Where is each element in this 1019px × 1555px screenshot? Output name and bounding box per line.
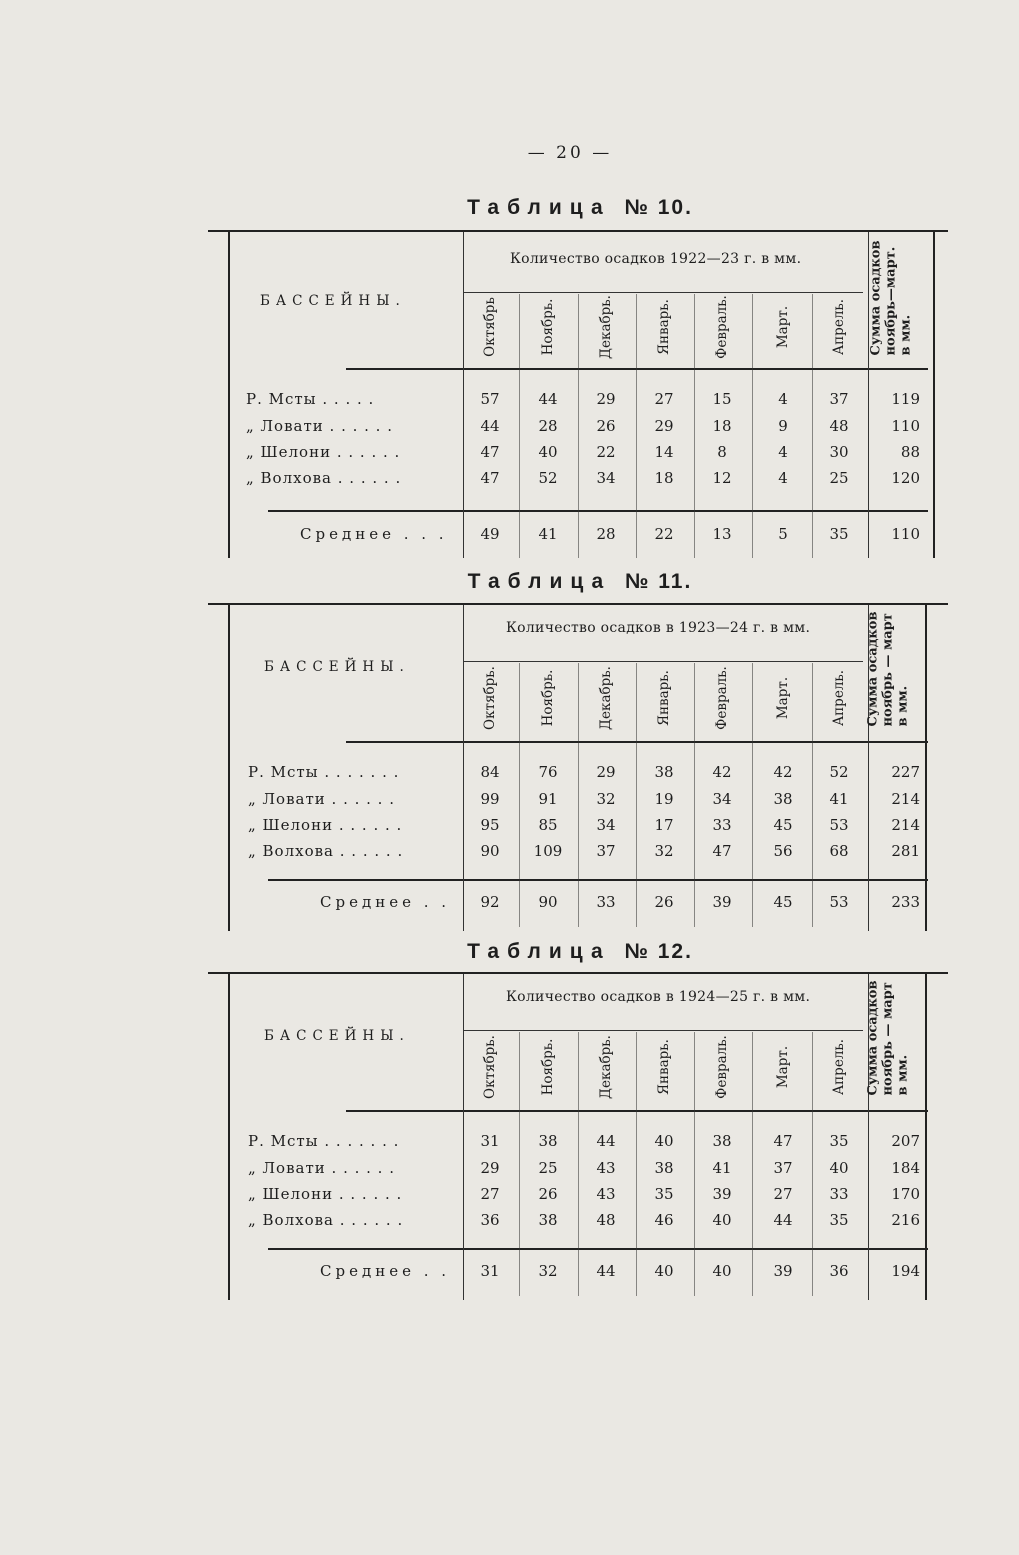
table-cell: 30 [829, 443, 849, 461]
table-cell: 34 [596, 816, 616, 834]
sum-header-line: в мм. [895, 685, 911, 727]
quantity-header: Количество осадков в 1924—25 г. в мм. [506, 989, 811, 1005]
table-cell: 42 [773, 763, 793, 781]
average-cell: 22 [654, 525, 674, 543]
average-cell: 5 [778, 525, 788, 543]
basin-row-label: „ Шелони . . . . . . [248, 1185, 403, 1203]
header-bottom-rule [346, 741, 928, 743]
table-cell: 12 [712, 469, 732, 487]
sum-cell: 214 [891, 790, 920, 808]
month-header: Апрель. [831, 1038, 847, 1096]
table-cell: 40 [829, 1159, 849, 1177]
basin-row-label: „ Волхова . . . . . . [248, 1211, 404, 1229]
average-cell: 90 [538, 893, 558, 911]
average-cell: 33 [596, 893, 616, 911]
average-cell: 40 [712, 1262, 732, 1280]
month-header: Январь. [656, 670, 672, 726]
header-mid-rule [463, 661, 863, 662]
table-cell: 15 [712, 390, 732, 408]
sum-header-line: Сумма осадков [868, 240, 884, 356]
sum-cell: 110 [891, 417, 920, 435]
table-11-title: Таблица № 11. [467, 570, 693, 593]
table-cell: 38 [773, 790, 793, 808]
table-cell: 27 [654, 390, 674, 408]
table-cell: 38 [538, 1211, 558, 1229]
month-header: Март. [775, 676, 791, 720]
basin-header: БАССЕЙНЫ. [264, 659, 410, 675]
table-cell: 4 [778, 469, 788, 487]
table-cell: 33 [712, 816, 732, 834]
average-row-label: Среднее . . [320, 893, 451, 911]
month-header: Октябрь. [482, 666, 498, 730]
month-header: Март. [775, 1045, 791, 1089]
table-cell: 35 [654, 1185, 674, 1203]
table-cell: 37 [596, 842, 616, 860]
average-row-label: Среднее . . . [300, 525, 448, 543]
table-cell: 25 [538, 1159, 558, 1177]
precipitation-table-11 [208, 603, 948, 933]
table-cell: 43 [596, 1185, 616, 1203]
table-cell: 44 [596, 1132, 616, 1150]
basin-row-label: „ Волхова . . . . . . [246, 469, 402, 487]
average-row-label: Среднее . . [320, 1262, 451, 1280]
average-cell: 39 [712, 893, 732, 911]
table-cell: 52 [538, 469, 558, 487]
table-cell: 44 [773, 1211, 793, 1229]
basin-row-label: „ Ловати . . . . . . [248, 1159, 395, 1177]
precipitation-table-12 [208, 972, 948, 1304]
month-col-line [752, 294, 753, 558]
table-cell: 40 [654, 1132, 674, 1150]
table-cell: 35 [829, 1211, 849, 1229]
table-cell: 29 [596, 763, 616, 781]
table-12-title: Таблица № 12. [467, 940, 693, 963]
table-cell: 17 [654, 816, 674, 834]
table-cell: 39 [712, 1185, 732, 1203]
left-border [228, 232, 230, 558]
table-cell: 85 [538, 816, 558, 834]
table-cell: 52 [829, 763, 849, 781]
average-cell: 40 [654, 1262, 674, 1280]
table-cell: 38 [538, 1132, 558, 1150]
table-cell: 29 [596, 390, 616, 408]
average-cell: 36 [829, 1262, 849, 1280]
sum-header-line: ноябрь — март [880, 982, 896, 1096]
table-cell: 22 [596, 443, 616, 461]
average-sum-cell: 110 [891, 525, 920, 543]
average-cell: 28 [596, 525, 616, 543]
table-cell: 38 [712, 1132, 732, 1150]
table-cell: 43 [596, 1159, 616, 1177]
basin-row-label: „ Волхова . . . . . . [248, 842, 404, 860]
table-cell: 42 [712, 763, 732, 781]
table-cell: 41 [829, 790, 849, 808]
average-cell: 53 [829, 893, 849, 911]
table-cell: 68 [829, 842, 849, 860]
average-cell: 44 [596, 1262, 616, 1280]
sum-header-line: ноябрь — март [880, 613, 896, 727]
basin-row-label: „ Ловати . . . . . . [246, 417, 393, 435]
table-cell: 25 [829, 469, 849, 487]
month-col-line [752, 1032, 753, 1296]
table-cell: 44 [538, 390, 558, 408]
sum-cell: 216 [891, 1211, 920, 1229]
average-rule [268, 1248, 928, 1250]
month-col-line [752, 663, 753, 927]
sum-header-line: Сумма осадков [865, 980, 881, 1096]
average-rule [268, 510, 928, 512]
table-cell: 18 [712, 417, 732, 435]
table-cell: 27 [773, 1185, 793, 1203]
table-cell: 37 [829, 390, 849, 408]
month-header: Март. [775, 305, 791, 349]
quantity-header: Количество осадков в 1923—24 г. в мм. [506, 620, 811, 636]
header-bottom-rule [346, 368, 928, 370]
table-cell: 26 [596, 417, 616, 435]
table-cell: 4 [778, 390, 788, 408]
average-cell: 31 [480, 1262, 500, 1280]
table-cell: 76 [538, 763, 558, 781]
table-cell: 48 [829, 417, 849, 435]
basin-header: БАССЕЙНЫ. [264, 1028, 410, 1044]
month-header: Октябрь [482, 297, 498, 357]
table-cell: 19 [654, 790, 674, 808]
right-border [925, 974, 927, 1300]
average-cell: 92 [480, 893, 500, 911]
table-cell: 35 [829, 1132, 849, 1150]
quantity-header: Количество осадков 1922—23 г. в мм. [510, 251, 802, 267]
table-cell: 37 [773, 1159, 793, 1177]
header-mid-rule [463, 292, 863, 293]
table-cell: 84 [480, 763, 500, 781]
table-cell: 48 [596, 1211, 616, 1229]
sum-cell: 207 [891, 1132, 920, 1150]
basin-row-label: Р. Мсты . . . . . [246, 390, 375, 408]
average-cell: 26 [654, 893, 674, 911]
table-cell: 40 [538, 443, 558, 461]
month-header: Апрель. [831, 298, 847, 356]
sum-cell: 120 [891, 469, 920, 487]
basin-row-label: „ Ловати . . . . . . [248, 790, 395, 808]
basin-row-label: „ Шелони . . . . . . [248, 816, 403, 834]
table-cell: 8 [717, 443, 727, 461]
month-header: Январь. [656, 299, 672, 355]
table-cell: 31 [480, 1132, 500, 1150]
average-cell: 35 [829, 525, 849, 543]
table-cell: 27 [480, 1185, 500, 1203]
table-cell: 53 [829, 816, 849, 834]
table-cell: 34 [596, 469, 616, 487]
table-cell: 109 [533, 842, 563, 860]
month-header: Декабрь. [598, 666, 614, 730]
table-cell: 38 [654, 1159, 674, 1177]
basin-header: БАССЕЙНЫ. [260, 293, 406, 309]
table-cell: 46 [654, 1211, 674, 1229]
table-cell: 9 [778, 417, 788, 435]
basin-row-label: Р. Мсты . . . . . . . [248, 763, 400, 781]
right-border [933, 232, 935, 558]
table-cell: 40 [712, 1211, 732, 1229]
month-header: Апрель. [831, 669, 847, 727]
precipitation-table-10 [208, 230, 948, 560]
table-cell: 56 [773, 842, 793, 860]
table-cell: 36 [480, 1211, 500, 1229]
table-cell: 90 [480, 842, 500, 860]
top-rule [208, 230, 948, 232]
average-rule [268, 879, 928, 881]
month-header: Ноябрь. [540, 298, 556, 356]
basin-row-label: Р. Мсты . . . . . . . [248, 1132, 400, 1150]
sum-header-line: Сумма осадков [865, 611, 881, 727]
table-cell: 18 [654, 469, 674, 487]
table-cell: 47 [480, 469, 500, 487]
month-header: Декабрь. [598, 1035, 614, 1099]
table-cell: 47 [480, 443, 500, 461]
header-bottom-rule [346, 1110, 928, 1112]
sum-header [866, 612, 911, 727]
table-cell: 28 [538, 417, 558, 435]
sum-cell: 170 [891, 1185, 920, 1203]
table-cell: 33 [829, 1185, 849, 1203]
right-border [925, 605, 927, 931]
average-cell: 41 [538, 525, 558, 543]
table-cell: 57 [480, 390, 500, 408]
month-header: Ноябрь. [540, 669, 556, 727]
average-cell: 13 [712, 525, 732, 543]
average-cell: 49 [480, 525, 500, 543]
month-header: Октябрь. [482, 1035, 498, 1099]
table-10-title: Таблица № 10. [467, 196, 693, 219]
month-header: Февраль. [714, 666, 730, 730]
sum-cell: 88 [900, 443, 920, 461]
sum-header-line: в мм. [898, 314, 914, 356]
table-cell: 41 [712, 1159, 732, 1177]
table-cell: 26 [538, 1185, 558, 1203]
average-sum-cell: 194 [891, 1262, 920, 1280]
page-number: — 20 — [527, 143, 613, 163]
sum-cell: 281 [891, 842, 920, 860]
table-cell: 95 [480, 816, 500, 834]
sum-header [869, 241, 914, 356]
table-cell: 38 [654, 763, 674, 781]
month-header: Февраль. [714, 1035, 730, 1099]
table-cell: 45 [773, 816, 793, 834]
table-cell: 29 [654, 417, 674, 435]
table-cell: 32 [596, 790, 616, 808]
average-cell: 32 [538, 1262, 558, 1280]
table-cell: 14 [654, 443, 674, 461]
month-header: Январь. [656, 1039, 672, 1095]
table-cell: 44 [480, 417, 500, 435]
month-header: Декабрь. [598, 295, 614, 359]
left-border [228, 974, 230, 1300]
header-mid-rule [463, 1030, 863, 1031]
sum-cell: 227 [891, 763, 920, 781]
month-header: Ноябрь. [540, 1038, 556, 1096]
table-cell: 34 [712, 790, 732, 808]
table-cell: 29 [480, 1159, 500, 1177]
table-cell: 32 [654, 842, 674, 860]
average-cell: 45 [773, 893, 793, 911]
sum-cell: 184 [891, 1159, 920, 1177]
sum-cell: 214 [891, 816, 920, 834]
table-cell: 91 [538, 790, 558, 808]
sum-header [866, 981, 911, 1096]
sum-header-line: в мм. [895, 1054, 911, 1096]
left-border [228, 605, 230, 931]
average-sum-cell: 233 [891, 893, 920, 911]
sum-cell: 119 [891, 390, 920, 408]
table-cell: 99 [480, 790, 500, 808]
sum-header-line: ноябрь—март. [883, 246, 899, 356]
month-header: Февраль. [714, 295, 730, 359]
table-cell: 4 [778, 443, 788, 461]
table-cell: 47 [773, 1132, 793, 1150]
table-cell: 47 [712, 842, 732, 860]
top-rule [208, 603, 948, 605]
top-rule [208, 972, 948, 974]
average-cell: 39 [773, 1262, 793, 1280]
basin-row-label: „ Шелони . . . . . . [246, 443, 401, 461]
